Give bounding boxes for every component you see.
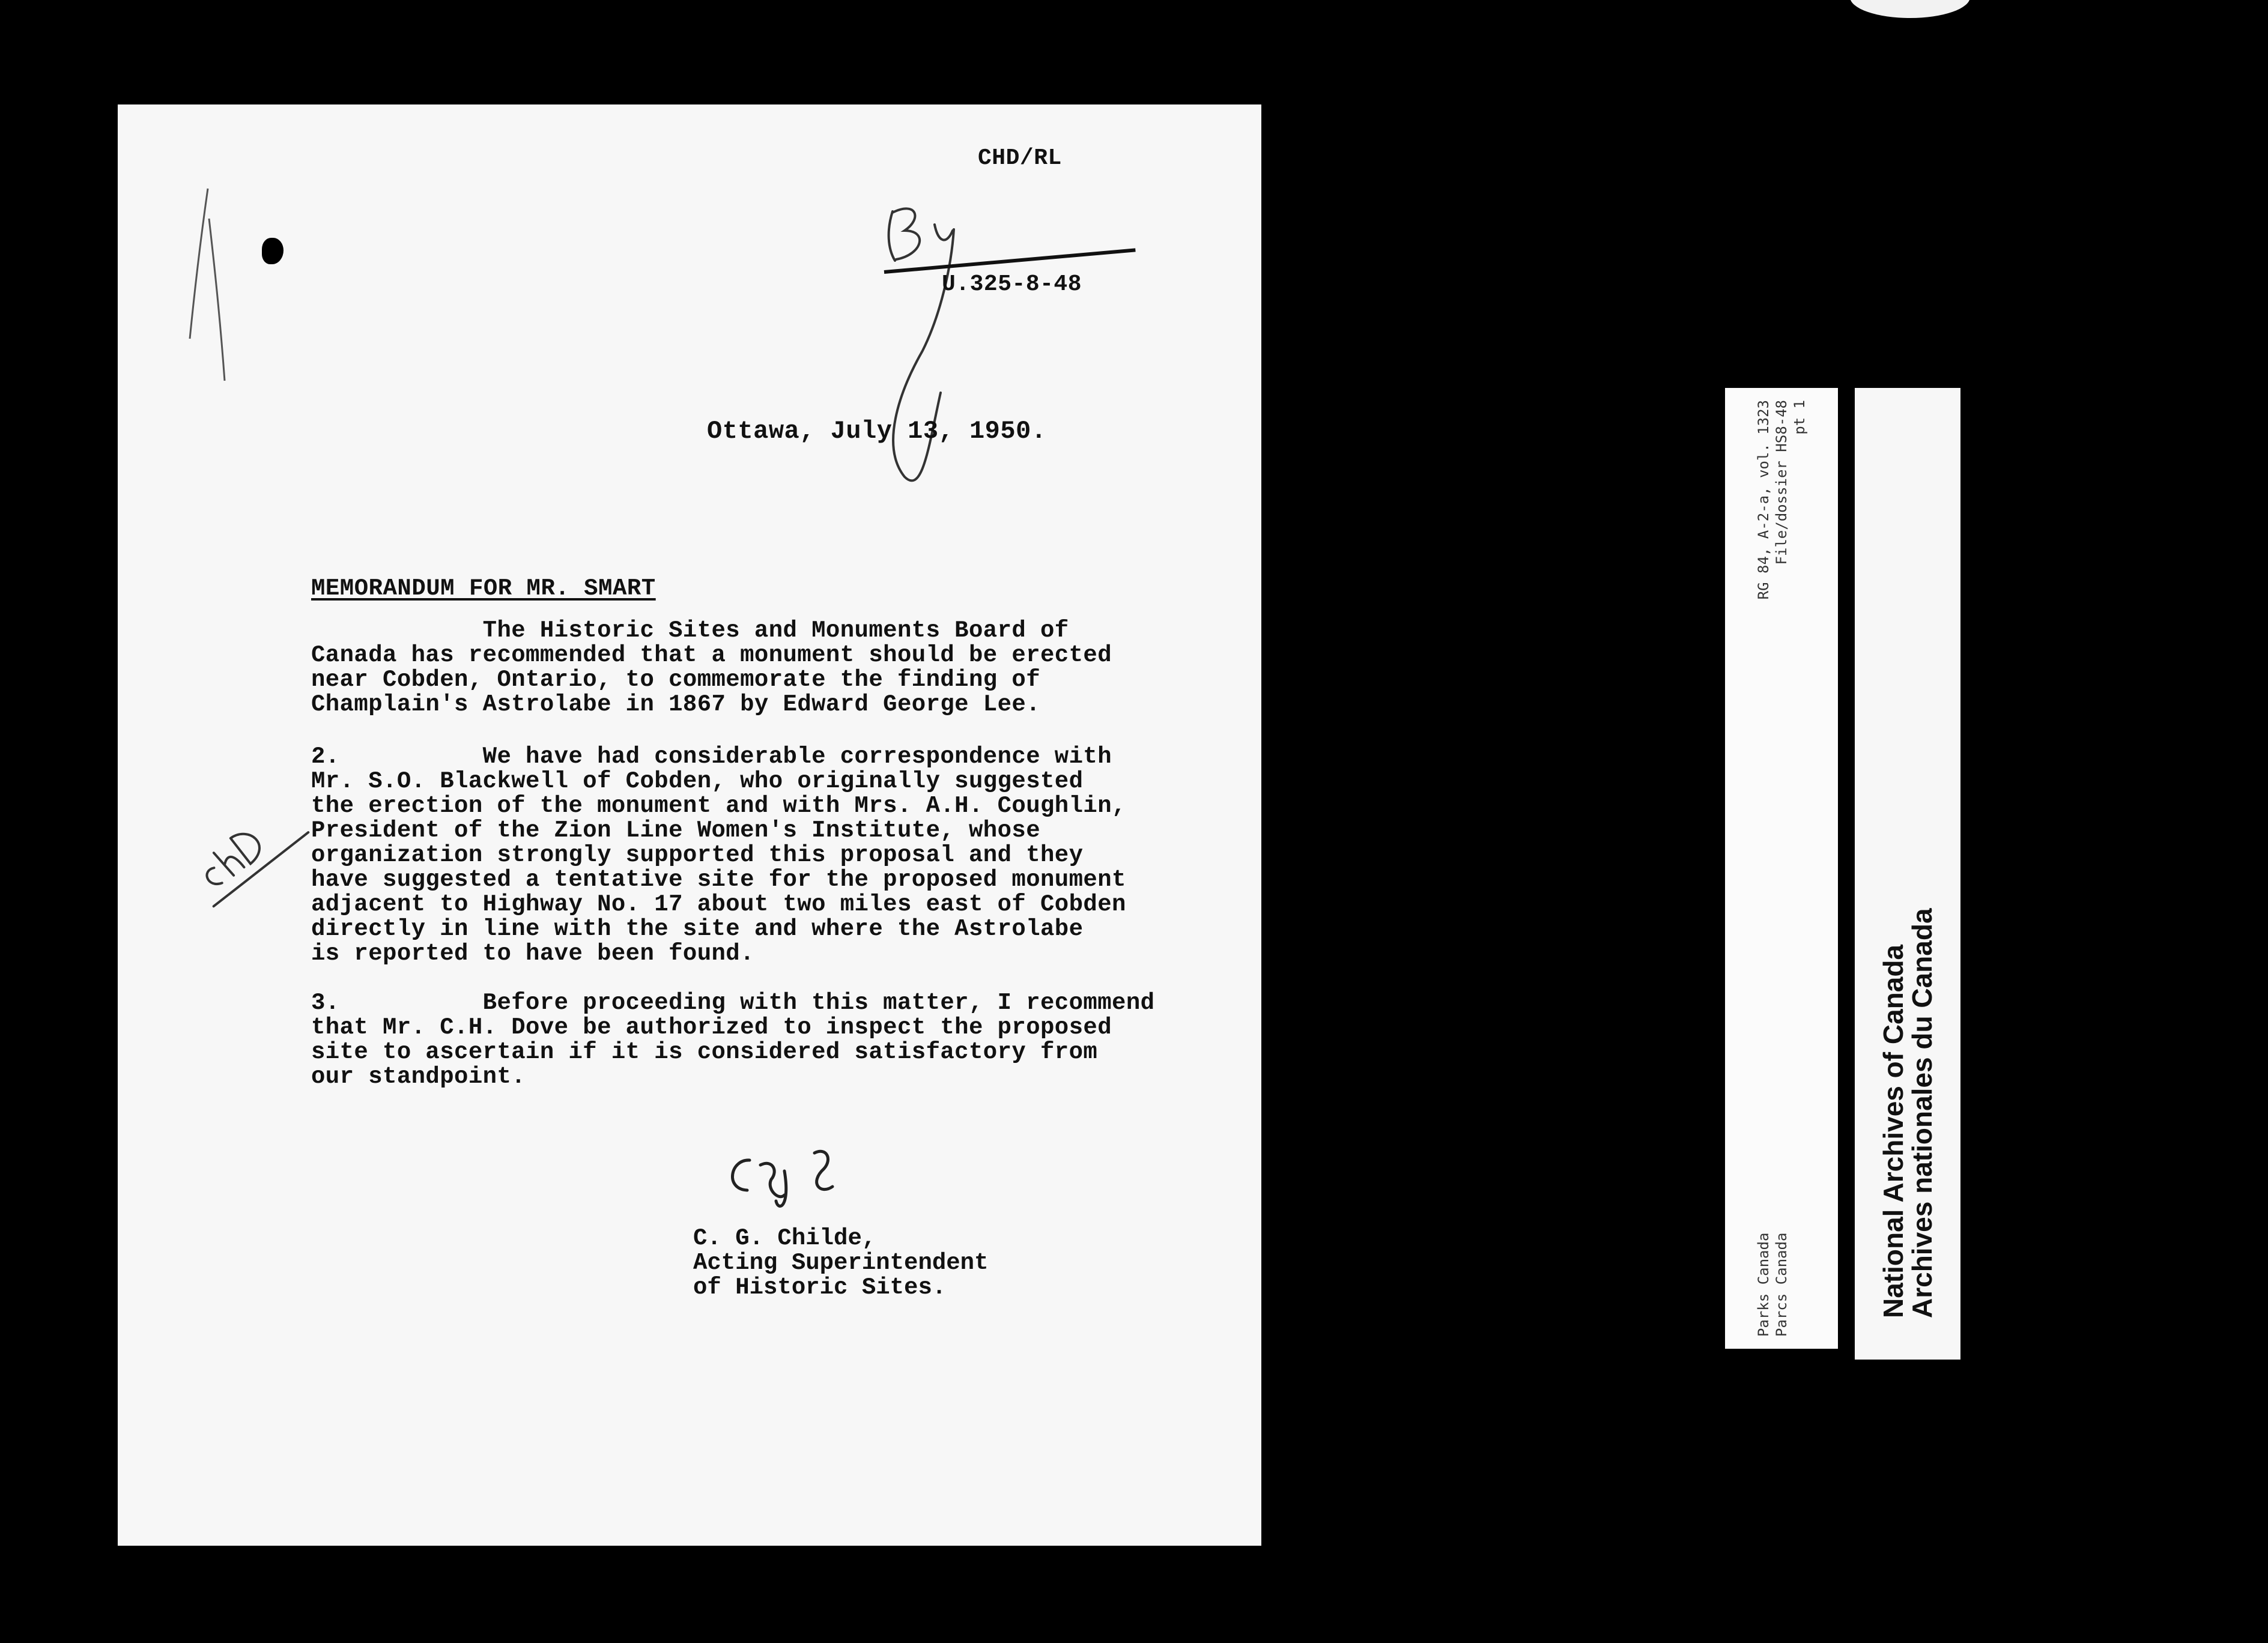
paragraph-3-line: site to ascertain if it is considered satisfactory from xyxy=(311,1039,1098,1065)
paragraph-3 xyxy=(311,991,1154,1089)
paragraph-2-line: Mr. S.O. Blackwell of Cobden, who originally suggested xyxy=(311,768,1084,794)
memo-page xyxy=(118,104,1261,1546)
label-parks-canada: Parks Canada xyxy=(1755,1232,1772,1337)
memo-heading: MEMORANDUM FOR MR. SMART xyxy=(311,575,656,602)
punch-hole xyxy=(262,238,284,264)
paragraph-1-line: Champlain's Astrolabe in 1867 by Edward George Lee. xyxy=(311,691,1040,718)
file-number: U.325-8-48 xyxy=(942,271,1082,297)
label-parcs-canada: Parcs Canada xyxy=(1773,1232,1790,1337)
paragraph-1-line: near Cobden, Ontario, to commemorate the finding of xyxy=(311,667,1040,693)
paragraph-2-line: the erection of the monument and with Mrs. A.H. Coughlin, xyxy=(311,793,1126,819)
scan-glare xyxy=(1850,0,1970,18)
paragraph-3-line: that Mr. C.H. Dove be authorized to inspect the proposed xyxy=(311,1014,1112,1041)
handwritten-signature xyxy=(718,1135,863,1213)
paragraph-2-line: 2. We have had considerable correspondence with xyxy=(311,743,1112,770)
signature-block xyxy=(693,1226,988,1300)
reference-code: CHD/RL xyxy=(978,145,1062,171)
paragraph-2-line: directly in line with the site and where the Astrolabe xyxy=(311,916,1084,942)
paragraph-3-line: 3. Before proceeding with this matter, I recommend xyxy=(311,990,1155,1016)
signatory-title: of Historic Sites. xyxy=(693,1274,947,1301)
archives-name-fr: Archives nationales du Canada xyxy=(1906,908,1938,1318)
national-archives-stamp xyxy=(1855,388,1960,1360)
signatory-name: C. G. Childe, xyxy=(693,1225,876,1251)
place-and-date: Ottawa, July 13, 1950. xyxy=(707,417,1047,446)
paragraph-2-line: President of the Zion Line Women's Institute, whose xyxy=(311,817,1040,844)
paragraph-2 xyxy=(311,745,1126,966)
handwritten-initials-top xyxy=(881,195,1109,531)
signatory-title: Acting Superintendent xyxy=(693,1250,989,1276)
handwritten-initials-margin xyxy=(178,783,322,927)
paragraph-1-line: The Historic Sites and Monuments Board of xyxy=(311,617,1069,644)
paragraph-2-line: adjacent to Highway No. 17 about two miles east of Cobden xyxy=(311,891,1126,918)
archive-reference-label xyxy=(1725,388,1838,1349)
paragraph-1 xyxy=(311,619,1112,717)
archives-name-en: National Archives of Canada xyxy=(1878,944,1909,1318)
paragraph-2-line: organization strongly supported this proposal and they xyxy=(311,842,1084,868)
margin-tick-mark xyxy=(172,183,244,435)
paragraph-2-line: is reported to have been found. xyxy=(311,940,754,967)
label-rg-reference: RG 84, A-2-a, vol. 1323 xyxy=(1755,400,1772,600)
paragraph-1-line: Canada has recommended that a monument should be erected xyxy=(311,642,1112,668)
paragraph-2-line: have suggested a tentative site for the proposed monument xyxy=(311,867,1126,893)
paragraph-3-line: our standpoint. xyxy=(311,1064,526,1090)
label-file-dossier: File/dossier HS8-48 xyxy=(1773,400,1790,565)
label-part: pt 1 xyxy=(1791,400,1808,435)
